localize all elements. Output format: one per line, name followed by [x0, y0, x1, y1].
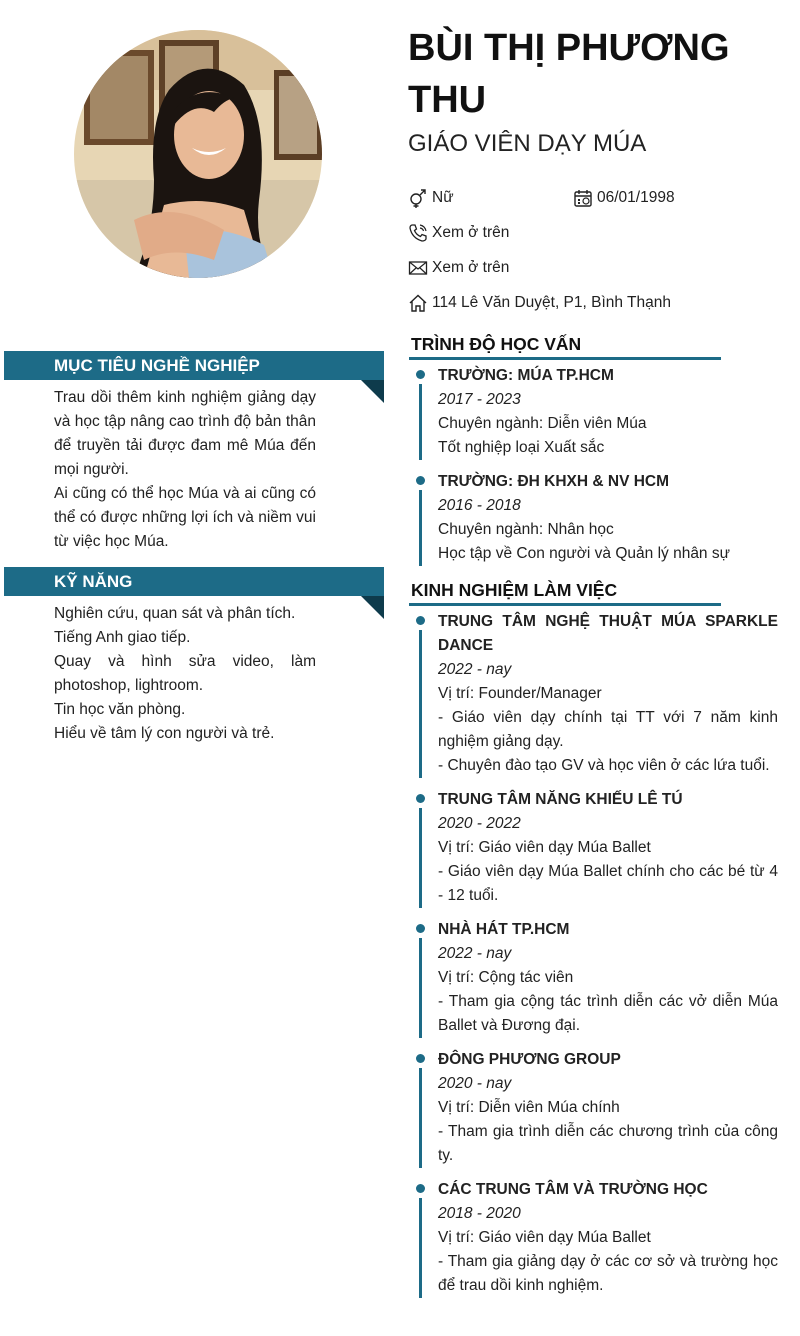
school-name: TRƯỜNG: ĐH KHXH & NV HCM — [438, 473, 670, 490]
envelope-icon — [408, 258, 428, 278]
org-position: Vị trí: Founder/Manager — [438, 685, 602, 702]
experience-entry — [420, 918, 778, 1038]
timeline-line — [419, 384, 422, 460]
org-years: 2020 - 2022 — [438, 815, 521, 832]
timeline-dot — [416, 1184, 425, 1193]
address-row — [408, 292, 671, 314]
org-detail: - Tham gia giảng dạy ở các cơ sở và trường học để trau dồi kinh nghiệm. — [438, 1253, 778, 1294]
experience-rule — [409, 603, 721, 606]
org-detail: - Giáo viên dạy Múa Ballet chính cho các bé từ 4 - 12 tuổi. — [438, 863, 778, 904]
org-detail: - Chuyên đào tạo GV và học viên ở các lứa tuổi. — [438, 757, 770, 774]
objective-heading-fold — [361, 380, 384, 403]
timeline-dot — [416, 370, 425, 379]
school-detail: Tốt nghiệp loại Xuất sắc — [438, 439, 605, 456]
timeline-line — [419, 490, 422, 566]
objective-paragraph: Trau dồi thêm kinh nghiệm giảng dạy và học tập nâng cao trình độ bản thân để truyền tải được đam mê Múa đến mọi người. — [54, 389, 316, 478]
timeline-line — [419, 1198, 422, 1298]
profile-photo — [74, 30, 322, 278]
school-detail: Học tập về Con người và Quản lý nhân sự — [438, 545, 730, 562]
timeline-line — [419, 808, 422, 908]
org-name: NHÀ HÁT TP.HCM — [438, 921, 570, 938]
education-entry — [420, 364, 778, 460]
school-detail: Chuyên ngành: Nhân học — [438, 521, 614, 538]
email-value: Xem ở trên — [432, 259, 510, 276]
skill-item: Quay và hình sửa video, làm photoshop, lightroom. — [54, 653, 316, 694]
org-years: 2020 - nay — [438, 1075, 512, 1092]
experience-entry — [420, 1048, 778, 1168]
school-detail: Chuyên ngành: Diễn viên Múa — [438, 415, 647, 432]
timeline-line — [419, 1068, 422, 1168]
objective-heading: MỤC TIÊU NGHỀ NGHIỆP — [4, 351, 384, 380]
dob-row — [573, 187, 675, 209]
org-detail: - Giáo viên dạy chính tại TT với 7 năm kinh nghiệm giảng dạy. — [438, 709, 778, 750]
school-name: TRƯỜNG: MÚA TP.HCM — [438, 367, 614, 384]
home-icon — [408, 293, 428, 313]
objective-text — [54, 386, 316, 554]
skill-item: Nghiên cứu, quan sát và phân tích. — [54, 605, 296, 622]
skills-heading: KỸ NĂNG — [4, 567, 384, 596]
phone-icon — [408, 223, 428, 243]
gender-value: Nữ — [432, 189, 454, 206]
skills-list — [54, 602, 316, 746]
skill-item: Hiểu về tâm lý con người và trẻ. — [54, 725, 275, 742]
org-years: 2018 - 2020 — [438, 1205, 521, 1222]
school-years: 2016 - 2018 — [438, 497, 521, 514]
job-title: GIÁO VIÊN DẠY MÚA — [408, 130, 647, 157]
phone-value: Xem ở trên — [432, 224, 510, 241]
education-rule — [409, 357, 721, 360]
gender-row — [408, 187, 454, 209]
dob-value: 06/01/1998 — [597, 189, 675, 206]
school-years: 2017 - 2023 — [438, 391, 521, 408]
timeline-dot — [416, 616, 425, 625]
org-position: Vị trí: Cộng tác viên — [438, 969, 574, 986]
education-heading: TRÌNH ĐỘ HỌC VẤN — [411, 334, 582, 354]
org-position: Vị trí: Giáo viên dạy Múa Ballet — [438, 1229, 651, 1246]
timeline-dot — [416, 924, 425, 933]
org-position: Vị trí: Giáo viên dạy Múa Ballet — [438, 839, 651, 856]
org-detail: - Tham gia cộng tác trình diễn các vở diễn Múa Ballet và Đương đại. — [438, 993, 778, 1034]
timeline-dot — [416, 794, 425, 803]
org-name: ĐÔNG PHƯƠNG GROUP — [438, 1051, 621, 1068]
org-name: TRUNG TÂM NGHỆ THUẬT MÚA SPARKLE DANCE — [438, 613, 778, 654]
experience-entry — [420, 1178, 778, 1298]
timeline-line — [419, 938, 422, 1038]
timeline-dot — [416, 1054, 425, 1063]
org-detail: - Tham gia trình diễn các chương trình của công ty. — [438, 1123, 778, 1164]
education-entry — [420, 470, 778, 566]
full-name: BÙI THỊ PHƯƠNG THU — [408, 27, 730, 121]
experience-heading: KINH NGHIỆM LÀM VIỆC — [411, 580, 618, 600]
org-position: Vị trí: Diễn viên Múa chính — [438, 1099, 620, 1116]
skill-item: Tiếng Anh giao tiếp. — [54, 629, 191, 646]
email-row — [408, 257, 509, 279]
calendar-icon — [573, 188, 593, 208]
org-name: TRUNG TÂM NĂNG KHIẾU LÊ TÚ — [438, 791, 683, 808]
org-years: 2022 - nay — [438, 661, 512, 678]
address-value: 114 Lê Văn Duyệt, P1, Bình Thạnh — [432, 294, 671, 311]
skill-item: Tin học văn phòng. — [54, 701, 186, 718]
timeline-line — [419, 630, 422, 778]
timeline-dot — [416, 476, 425, 485]
org-name: CÁC TRUNG TÂM VÀ TRƯỜNG HỌC — [438, 1181, 708, 1198]
phone-row — [408, 222, 509, 244]
experience-entry — [420, 610, 778, 778]
experience-entry — [420, 788, 778, 908]
skills-heading-fold — [361, 596, 384, 619]
org-years: 2022 - nay — [438, 945, 512, 962]
objective-paragraph: Ai cũng có thể học Múa và ai cũng có thể có được những lợi ích và niềm vui từ việc học Múa. — [54, 485, 316, 550]
gender-icon — [408, 188, 428, 208]
